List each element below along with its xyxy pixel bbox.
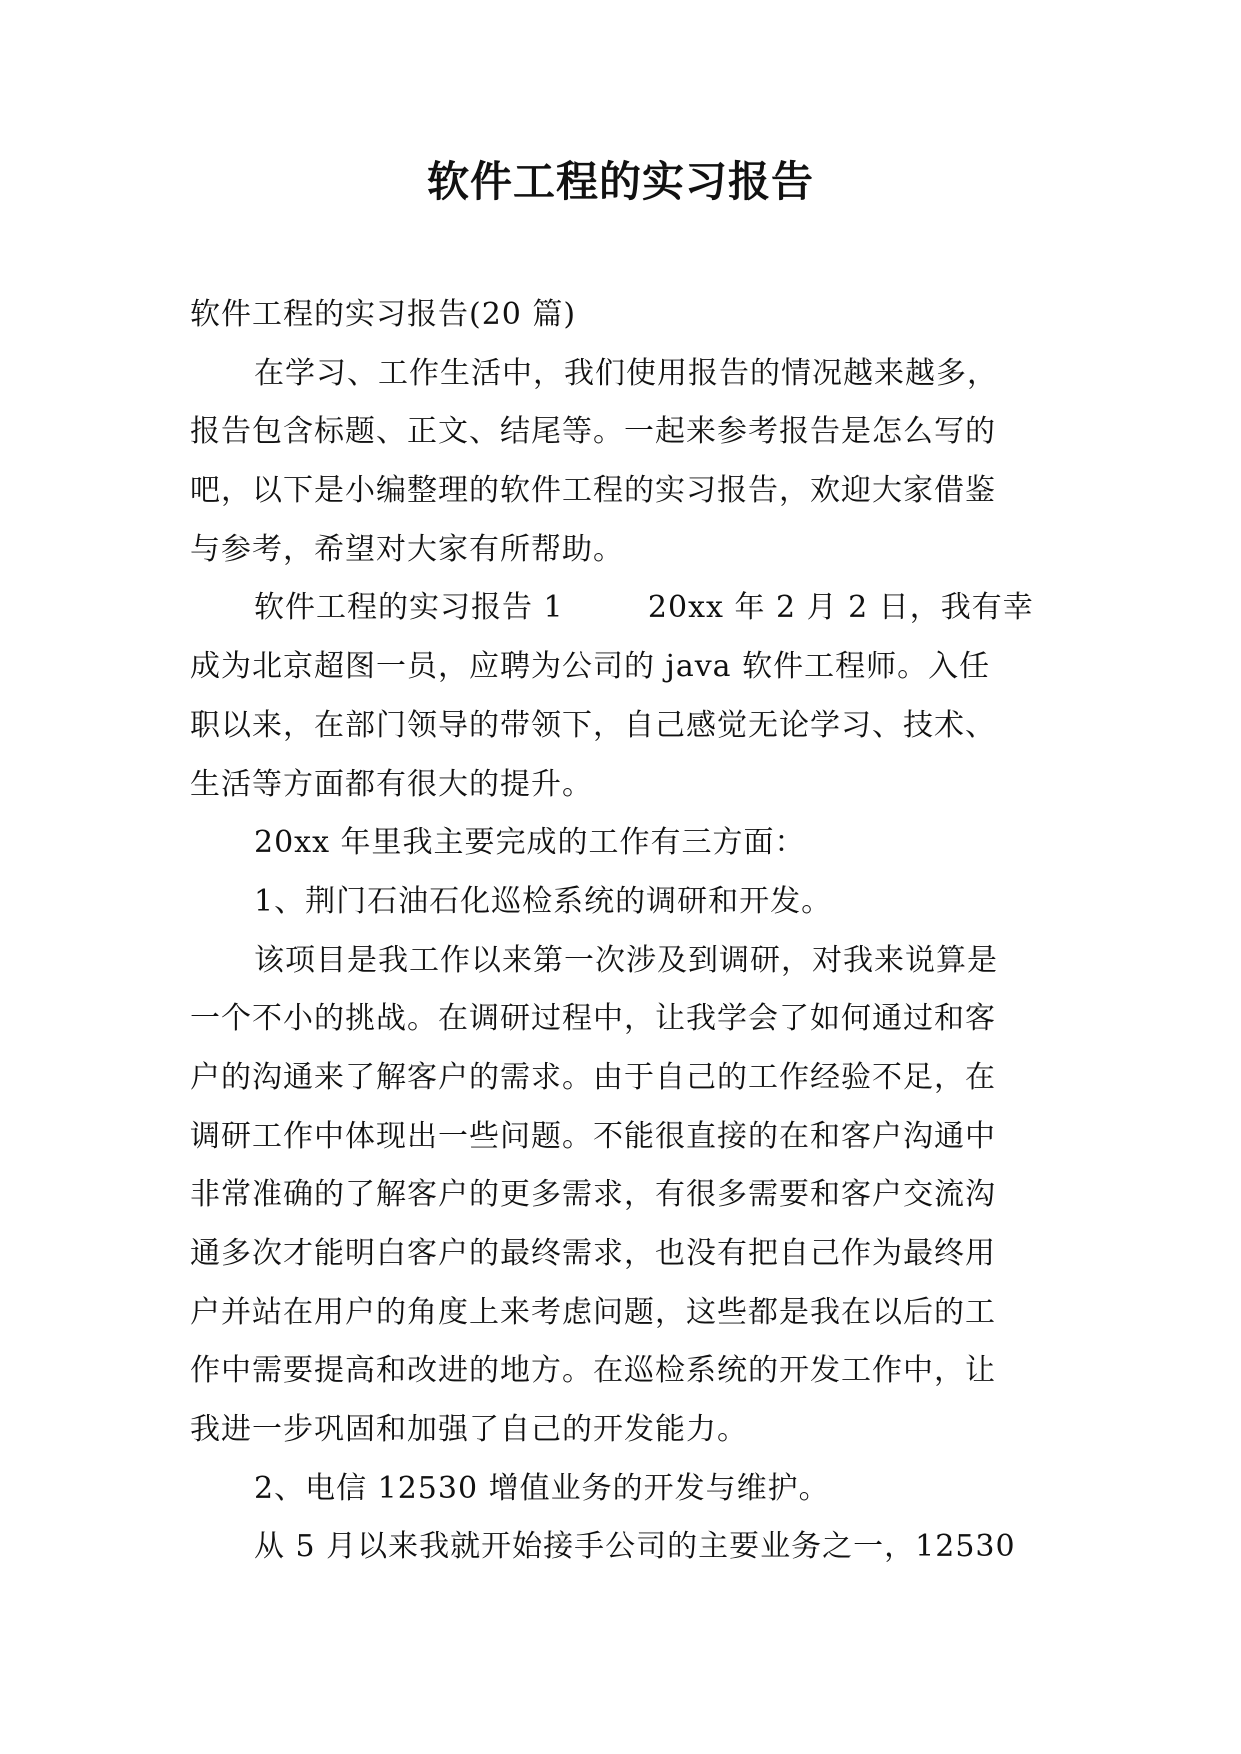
- text-line: 我进一步巩固和加强了自己的开发能力。: [190, 1412, 748, 1448]
- text-line: 非常准确的了解客户的更多需求，有很多需要和客户交流沟: [190, 1177, 996, 1213]
- text-line: 该项目是我工作以来第一次涉及到调研，对我来说算是: [254, 942, 998, 978]
- text-line: 报告包含标题、正文、结尾等。一起来参考报告是怎么写的: [190, 414, 996, 450]
- text-line: 职以来，在部门领导的带领下，自己感觉无论学习、技术、: [190, 707, 996, 743]
- text-line: 在学习、工作生活中，我们使用报告的情况越来越多，: [254, 355, 998, 391]
- text-line: 户的沟通来了解客户的需求。由于自己的工作经验不足，在: [190, 1059, 996, 1095]
- text-line: 调研工作中体现出一些问题。不能很直接的在和客户沟通中: [190, 1118, 996, 1154]
- text-line: 成为北京超图一员，应聘为公司的 java 软件工程师。入任: [190, 649, 991, 685]
- text-line: 1、荆门石油石化巡检系统的调研和开发。: [254, 883, 833, 919]
- text-line: 户并站在用户的角度上来考虑问题，这些都是我在以后的工: [190, 1294, 996, 1330]
- document-body: [190, 286, 1060, 1577]
- text-line: 一个不小的挑战。在调研过程中，让我学会了如何通过和客: [190, 1001, 996, 1037]
- text-line: 2、电信 12530 增值业务的开发与维护。: [254, 1470, 830, 1506]
- document-title: 软件工程的实习报告: [426, 157, 814, 206]
- text-line: 软件工程的实习报告 1 20xx 年 2 月 2 日，我有幸: [254, 590, 1034, 626]
- text-line: 通多次才能明白客户的最终需求，也没有把自己作为最终用: [190, 1236, 996, 1271]
- text-line: 生活等方面都有很大的提升。: [190, 766, 593, 802]
- text-line: 吧，以下是小编整理的软件工程的实习报告，欢迎大家借鉴: [190, 473, 996, 509]
- text-line: 软件工程的实习报告(20 篇): [190, 297, 577, 332]
- text-line: 20xx 年里我主要完成的工作有三方面：: [254, 825, 806, 861]
- text-line: 与参考，希望对大家有所帮助。: [190, 531, 624, 567]
- text-line: 从 5 月以来我就开始接手公司的主要业务之一，12530: [254, 1529, 1016, 1565]
- text-line: 作中需要提高和改进的地方。在巡检系统的开发工作中，让: [190, 1353, 996, 1389]
